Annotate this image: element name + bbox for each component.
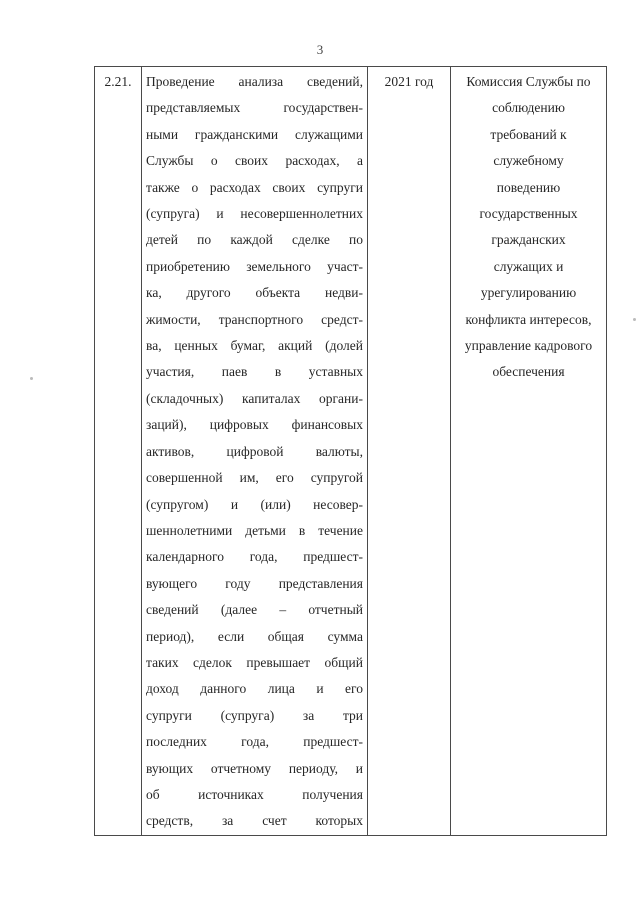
- item-number-cell: [95, 67, 142, 836]
- description-line: ка, другого объекта недви-: [146, 285, 363, 301]
- description-line: об источниках получения: [146, 786, 363, 802]
- description-line: участия, паев в уставных: [146, 364, 363, 380]
- description-line: вующих отчетному периоду, и: [146, 760, 363, 776]
- table-row: [95, 67, 607, 836]
- description-line: ными гражданскими служащими: [146, 126, 363, 142]
- description-line: жимости, транспортного средст-: [146, 311, 363, 327]
- responsible-line: требований к: [490, 126, 567, 142]
- responsible-line: управление кадрового: [464, 338, 593, 354]
- description-line: совершенной им, его супругой: [146, 470, 363, 486]
- description-line: доход данного лица и его: [146, 681, 363, 697]
- responsible-line: поведению: [496, 179, 561, 195]
- year-cell: [368, 67, 451, 836]
- description-line: вующего году представления: [146, 575, 363, 591]
- description-line: сведений (далее – отчетный: [146, 602, 363, 618]
- description-line: (складочных) капиталах органи-: [146, 390, 363, 406]
- description-line: заций), цифровых финансовых: [146, 417, 363, 433]
- description-line: также о расходах своих супруги: [146, 179, 363, 195]
- description-line: средств, за счет которых: [146, 813, 363, 829]
- description-line: период), если общая сумма: [146, 628, 363, 644]
- description-line: шеннолетними детьми в течение: [146, 522, 363, 538]
- responsible-line: служащих и: [493, 258, 564, 274]
- responsible-line: Комиссия Службы по: [466, 74, 591, 89]
- description-line: супруги (супруга) за три: [146, 707, 363, 723]
- responsible-line: обеспечения: [492, 364, 565, 380]
- description-line: (супругом) и (или) несовер-: [146, 496, 363, 512]
- responsible-line: конфликта интересов,: [465, 311, 592, 327]
- description-line: (супруга) и несовершеннолетних: [146, 206, 363, 222]
- item-number: 2.21.: [104, 74, 132, 89]
- description-line: представляемых государствен-: [146, 100, 363, 116]
- responsible-line: государственных: [479, 206, 578, 222]
- description-line: Проведение анализа сведений,: [146, 74, 363, 89]
- description-line: последних года, предшест-: [146, 734, 363, 750]
- responsible-line: соблюдению: [492, 100, 565, 116]
- year-value: 2021 год: [384, 74, 434, 89]
- scan-speck: [633, 318, 636, 321]
- description-line: Службы о своих расходах, а: [146, 153, 363, 169]
- description-cell: [142, 67, 368, 836]
- responsible-line: гражданских: [491, 232, 566, 248]
- description-line: детей по каждой сделке по: [146, 232, 363, 248]
- scan-speck: [30, 377, 33, 380]
- description-line: активов, цифровой валюты,: [146, 443, 363, 459]
- description-line: приобретению земельного участ-: [146, 258, 363, 274]
- description-line: ва, ценных бумаг, акций (долей: [146, 338, 363, 354]
- page-number: 3: [316, 42, 324, 57]
- responsible-cell: [451, 67, 607, 836]
- description-line: календарного года, предшест-: [146, 549, 363, 565]
- description-line: таких сделок превышает общий: [146, 654, 363, 670]
- responsible-line: урегулированию: [480, 285, 577, 301]
- plan-table: [94, 66, 607, 836]
- responsible-line: служебному: [493, 153, 564, 169]
